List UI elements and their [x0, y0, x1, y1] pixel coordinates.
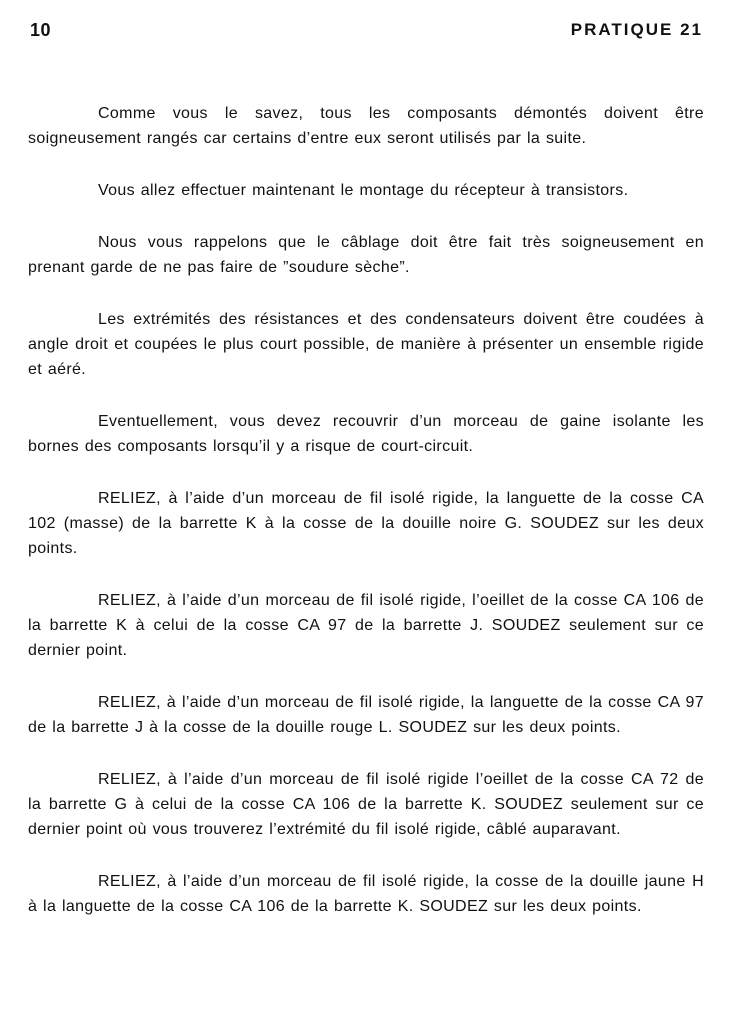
running-title: PRATIQUE 21: [570, 20, 703, 39]
paragraph-lead-bending: Les extrémités des résistances et des condensateurs doivent être coudées à angle droit et coupées le plus court possible, de manière à présenter un ensemble rigide et aéré.: [28, 311, 704, 378]
paragraph-step-yellow-ca106: RELIEZ, à l’aide d’un morceau de fil isolé rigide, la cosse de la douille jaune H à la languette de la cosse CA 106 de la barrette K. SOUDEZ sur les deux points.: [28, 873, 704, 915]
page-header: [30, 20, 703, 44]
paragraph-step-ca97-red: RELIEZ, à l’aide d’un morceau de fil isolé rigide, la languette de la cosse CA 97 de la barrette J à la cosse de la douille rouge L. SOUDEZ sur les deux points.: [28, 694, 704, 736]
paragraph-step-ca106-ca97: RELIEZ, à l’aide d’un morceau de fil isolé rigide, l’oeillet de la cosse CA 106 de la barrette K à celui de la cosse CA 97 de la barrette J. SOUDEZ seulement sur ce dernier point.: [28, 592, 704, 659]
paragraph-step-ca72-ca106: RELIEZ, à l’aide d’un morceau de fil isolé rigide l’oeillet de la cosse CA 72 de la barrette G à celui de la cosse CA 106 de la barrette K. SOUDEZ seulement sur ce dernier point où vous trouverez l’extrémité du fil isolé rigide, câblé auparavant.: [28, 771, 704, 838]
paragraph-step-ca102: RELIEZ, à l’aide d’un morceau de fil isolé rigide, la languette de la cosse CA 102 (masse) de la barrette K à la cosse de la douille noire G. SOUDEZ sur les deux points.: [28, 490, 704, 557]
paragraph-receiver-assembly: Vous allez effectuer maintenant le montage du récepteur à transistors.: [98, 182, 629, 199]
page-number: 10: [30, 20, 52, 40]
paragraph-storage-note: Comme vous le savez, tous les composants démontés doivent être soigneusement rangés car certains d’entre eux seront utilisés par la suite.: [28, 105, 704, 147]
body-text: [28, 101, 704, 946]
paragraph-insulation: Eventuellement, vous devez recouvrir d’un morceau de gaine isolante les bornes des composants lorsqu’il y a risque de court-circuit.: [28, 413, 704, 455]
paragraph-wiring-care: Nous vous rappelons que le câblage doit être fait très soigneusement en prenant garde de ne pas faire de ”soudure sèche”.: [28, 234, 704, 276]
